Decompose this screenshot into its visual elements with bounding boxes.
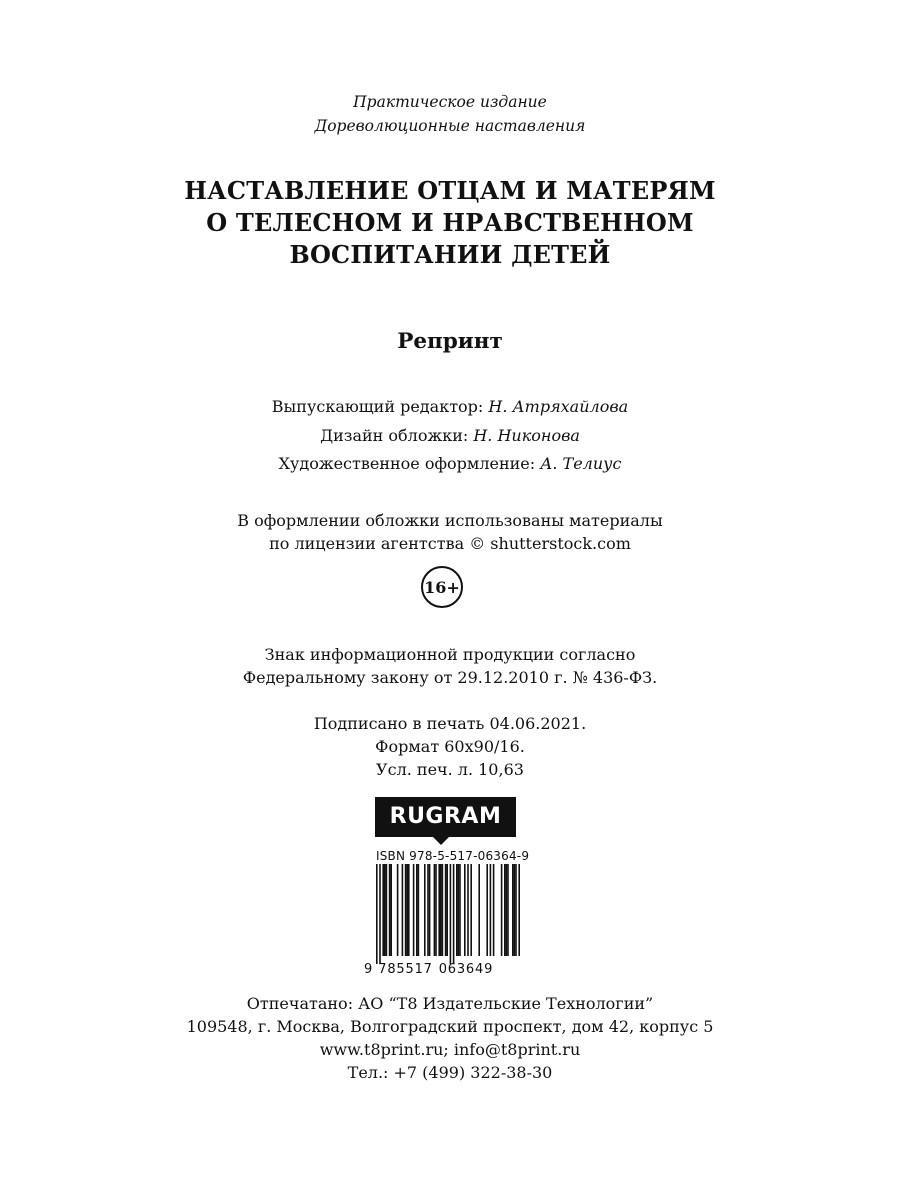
- credit-cover-design: [0, 426, 900, 445]
- barcode-bar: [405, 864, 407, 956]
- book-title-line-1: НАСТАВЛЕНИЕ ОТЦАМ И МАТЕРЯМ: [184, 176, 716, 205]
- barcode-bar: [459, 864, 461, 956]
- barcode-bar: [506, 864, 508, 956]
- barcode-bar: [518, 864, 520, 956]
- print-signed: Подписано в печать 04.06.2021.: [313, 714, 587, 733]
- barcode-group-right: 063649: [438, 962, 494, 977]
- barcode-bar: [512, 864, 514, 956]
- printer-line-4: Тел.: +7 (499) 322-38-30: [347, 1063, 553, 1082]
- printer-line-2: 109548, г. Москва, Волгоградский проспект, дом 42, корпус 5: [186, 1017, 714, 1036]
- print-sheets: Усл. печ. л. 10,63: [376, 760, 524, 779]
- barcode-bar: [442, 864, 444, 956]
- credit-art: [0, 454, 900, 473]
- printer-line-1: Отпечатано: АО “Т8 Издательские Технологии”: [246, 994, 654, 1013]
- printer-line-3: www.t8print.ru; info@t8print.ru: [319, 1040, 581, 1059]
- barcode-bar: [418, 864, 420, 956]
- barcode-guard-bar: [450, 864, 452, 964]
- rugram-logo: [375, 797, 516, 837]
- edition-subtitle: Репринт: [397, 329, 503, 354]
- barcode-bar: [416, 864, 418, 956]
- series-line-2: Дореволюционные наставления: [314, 117, 586, 135]
- barcode-bar: [464, 864, 466, 956]
- barcode-bar: [389, 864, 391, 956]
- credit-editor: [0, 397, 900, 416]
- barcode-bar: [390, 864, 392, 956]
- barcode-bar: [446, 864, 448, 956]
- barcode-bar: [440, 864, 442, 956]
- barcode-bar: [382, 864, 384, 956]
- barcode-bar: [486, 864, 488, 956]
- law-note-line-1: Знак информационной продукции согласно: [264, 645, 636, 664]
- barcode-bar: [408, 864, 410, 956]
- barcode-bar: [438, 864, 440, 956]
- barcode-guard-bar: [453, 864, 455, 964]
- barcode-bar: [434, 864, 436, 956]
- rugram-logo-text: RUGRAM: [389, 804, 502, 829]
- credit-cover-design-name: Н. Никонова: [473, 426, 580, 445]
- barcode-bar: [402, 864, 404, 956]
- barcode-bar: [501, 864, 503, 956]
- barcode-bar: [467, 864, 469, 956]
- barcode-bar: [429, 864, 431, 956]
- barcode-bar: [515, 864, 517, 956]
- barcode-bar: [386, 864, 388, 956]
- isbn-barcode: [360, 864, 520, 964]
- barcode-bar: [490, 864, 492, 956]
- barcode-bar: [456, 864, 458, 956]
- isbn-label: ISBN 978-5-517-06364-9: [376, 849, 530, 863]
- credit-cover-design-role: Дизайн обложки:: [320, 426, 469, 445]
- barcode-bar: [406, 864, 408, 956]
- barcode-bar: [478, 864, 480, 956]
- cover-note-line-1: В оформлении обложки использованы материалы: [237, 511, 663, 530]
- barcode-bar: [427, 864, 429, 956]
- book-title-line-3: ВОСПИТАНИИ ДЕТЕЙ: [289, 240, 611, 269]
- barcode-bar: [514, 864, 516, 956]
- barcode-bar: [424, 864, 426, 956]
- barcode-bar: [413, 864, 415, 956]
- barcode-bar: [397, 864, 399, 956]
- age-rating-badge: 16+: [421, 566, 463, 608]
- barcode-guard-bar: [379, 864, 381, 964]
- barcode-first-digit: 9: [364, 962, 373, 977]
- credit-art-role: Художественное оформление:: [278, 454, 536, 473]
- credit-editor-role: Выпускающий редактор:: [271, 397, 484, 416]
- barcode-bar: [504, 864, 506, 956]
- barcode-bar: [458, 864, 460, 956]
- print-format: Формат 60х90/16.: [375, 737, 525, 756]
- barcode-bar: [384, 864, 386, 956]
- cover-note-line-2: по лицензии агентства © shutterstock.com: [269, 534, 631, 553]
- barcode-bar: [507, 864, 509, 956]
- credit-editor-name: Н. Атряхайлова: [488, 397, 629, 416]
- barcode-guard-bar: [376, 864, 378, 964]
- book-title-line-2: О ТЕЛЕСНОМ И НРАВСТВЕННОМ: [206, 208, 694, 237]
- barcode-bar: [470, 864, 472, 956]
- barcode-digits: [364, 962, 493, 977]
- rugram-logo-tab: [433, 837, 449, 845]
- barcode-bar: [445, 864, 447, 956]
- barcode-bar: [493, 864, 495, 956]
- barcode-bar: [435, 864, 437, 956]
- credit-art-name: А. Телиус: [540, 454, 622, 473]
- series-line-1: Практическое издание: [353, 93, 547, 111]
- barcode-group-left: 785517: [378, 962, 433, 977]
- law-note-line-2: Федеральному закону от 29.12.2010 г. № 436-ФЗ.: [242, 668, 658, 687]
